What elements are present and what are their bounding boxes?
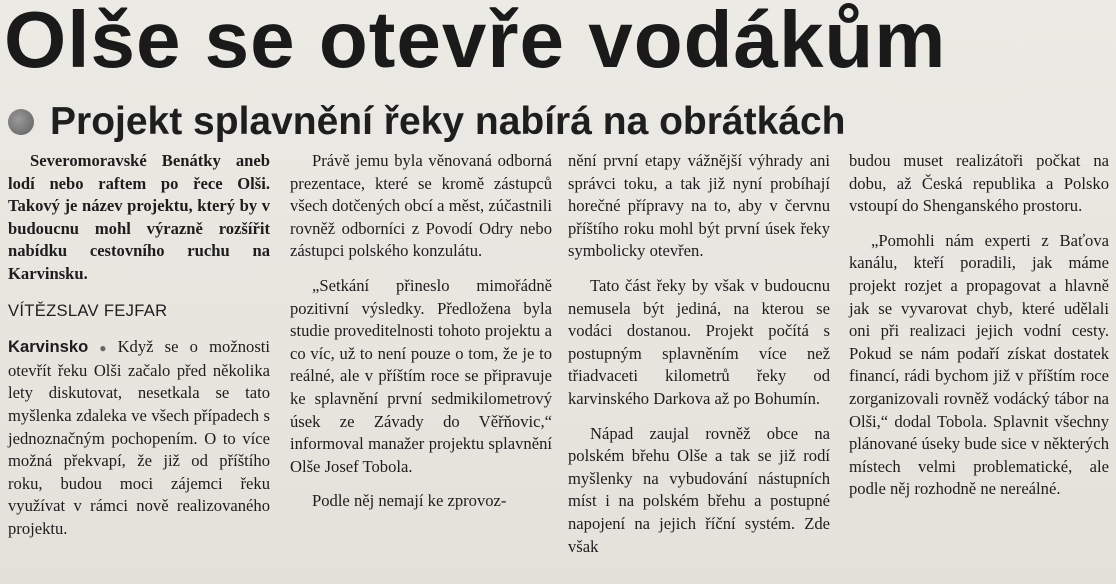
bullet-icon — [8, 109, 34, 135]
column-3-paragraph-1: nění první etapy vážnější výhrady ani správci toku, a tak již nyní probíhají horečné přípravy na to, aby v červnu příštího roku mohl být první úsek řeky symbolicky otevřen. — [568, 151, 830, 261]
column-1 — [8, 150, 270, 541]
column-2-paragraph-2: „Setkání přineslo mimořádně pozitivní výsledky. Předložena byla studie proveditelnosti tohoto projektu a co víc, už to není pouze o tom, že je to reálné, ale v příštím roce se připravuje ke splavnění první sedmikilometrový úsek ze Závady do Věřňovic,“ informoval manažer projektu splavnění Olše Josef Tobola. — [290, 275, 552, 476]
column-1-text: Když se o možnosti otevřít řeku Olši začalo před několika lety diskutovat, nesetkala se tato myšlenka zdaleka ve všech případech s jednoznačným pochopením. O to více možná překvapí, že již od příštího roku, budou moci zájemci řeku využívat v rámci nově realizovaného projektu. — [8, 337, 270, 538]
column-2-paragraph-3: Podle něj nemají ke zprovoz- — [312, 491, 507, 511]
column-3-paragraph-2: Tato část řeky by však v budoucnu nemusela být jediná, na kterou se vodáci dostanou. Projekt počítá s postupným splavněním více než třiadvaceti kilometrů řeky od karvinského Darkova až po Bohumín. — [568, 275, 830, 408]
headline: Olše se otevře vodákům — [4, 0, 947, 84]
column-3 — [568, 150, 830, 558]
column-4-paragraph-1: budou muset realizátoři počkat na dobu, až Česká republika a Polsko vstoupí do Shenganského prostoru. — [849, 151, 1109, 216]
author-byline: VÍTĚZSLAV FEJFAR — [8, 300, 168, 320]
column-4 — [849, 150, 1109, 501]
subheadline-row — [8, 100, 845, 144]
column-2-paragraph-1: Právě jemu byla věnovaná odborná prezentace, které se kromě zástupců všech dotčených obcí a měst, zúčastnili rovněž odborníci z Povodí Odry nebo zástupci polského konzulátu. — [290, 151, 552, 261]
column-3-paragraph-3: Nápad zaujal rovněž obce na polském břehu Olše a tak se již rodí myšlenky na vybudování nástupních míst i na polském břehu a postupné napojení na jejich říční systém. Zde však — [568, 423, 830, 556]
column-2 — [290, 150, 552, 513]
column-4-paragraph-2: „Pomohli nám experti z Baťova kanálu, kteří poradili, jak máme projekt rozjet a propagovat a hlavně jak se vyvarovat chyb, které udělali oni při realizaci jejich vodní cesty. Pokud se nám podaří získat dostatek financí, rádi bychom již v příštím roce zorganizovali rovněž vodácký tábor na Olši,“ dodal Tobola. Splavnit všechny plánované úseky bude sice v některých místech velmi problematické, ale podle něj rozhodně ne nereálné. — [849, 230, 1109, 499]
dateline: Karvinsko — [8, 337, 89, 357]
lead-paragraph: Severomoravské Benátky aneb lodí nebo raftem po řece Olši. Takový je název projektu, který by v budoucnu mohl výrazně rozšířit nabídku cestovního ruchu na Karvinsku. — [8, 151, 270, 283]
subheadline: Projekt splavnění řeky nabírá na obrátkách — [50, 100, 846, 143]
separator-dot-icon: ● — [92, 341, 114, 356]
column-1-paragraph — [8, 336, 270, 540]
